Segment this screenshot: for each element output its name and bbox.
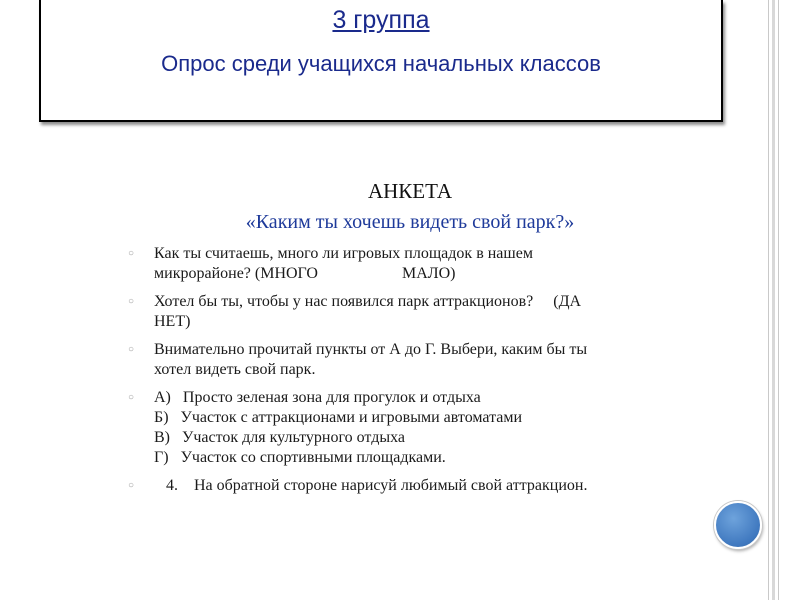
list-item-line: А) Просто зеленая зона для прогулок и отдыха — [154, 389, 481, 406]
hollow-circle-bullet-icon: ○ — [128, 344, 135, 355]
list-item — [128, 244, 688, 284]
edge-line — [768, 0, 769, 600]
list-item — [128, 292, 688, 332]
list-item-line: Хотел бы ты, чтобы у нас появился парк аттракционов? (ДА — [154, 293, 582, 310]
list-item-line: Внимательно прочитай пункты от А до Г. Выбери, каким бы ты — [154, 341, 588, 358]
list-item-line: 4. На обратной стороне нарисуй любимый свой аттракцион. — [154, 477, 588, 494]
title-box — [39, 0, 723, 122]
hollow-circle-bullet-icon: ○ — [128, 248, 135, 259]
list-item-line: Как ты считаешь, много ли игровых площадок в нашем — [154, 245, 533, 262]
hollow-circle-bullet-icon: ○ — [128, 392, 135, 403]
hollow-circle-bullet-icon: ○ — [128, 480, 135, 491]
slide-subtitle: Опрос среди учащихся начальных классов — [161, 51, 601, 76]
list-item — [128, 340, 688, 380]
list-item — [128, 388, 688, 468]
list-item-line: Б) Участок с аттракционами и игровыми автоматами — [154, 409, 523, 426]
survey-list — [128, 244, 688, 504]
survey-heading: АНКЕТА — [367, 179, 453, 203]
blue-circle-icon — [714, 501, 762, 549]
list-item-line: микрорайоне? (МНОГО МАЛО) — [154, 265, 456, 282]
list-item-line: Г) Участок со спортивными площадками. — [154, 449, 446, 466]
list-item-line: В) Участок для культурного отдыха — [154, 429, 405, 446]
survey-question: «Каким ты хочешь видеть свой парк?» — [245, 211, 575, 233]
hollow-circle-bullet-icon: ○ — [128, 296, 135, 307]
list-item — [128, 476, 688, 496]
slide-title: 3 группа — [332, 6, 430, 34]
edge-line — [772, 0, 775, 600]
list-item-line: НЕТ) — [154, 313, 191, 330]
list-item-line: хотел видеть свой парк. — [154, 361, 316, 378]
edge-line — [778, 0, 779, 600]
